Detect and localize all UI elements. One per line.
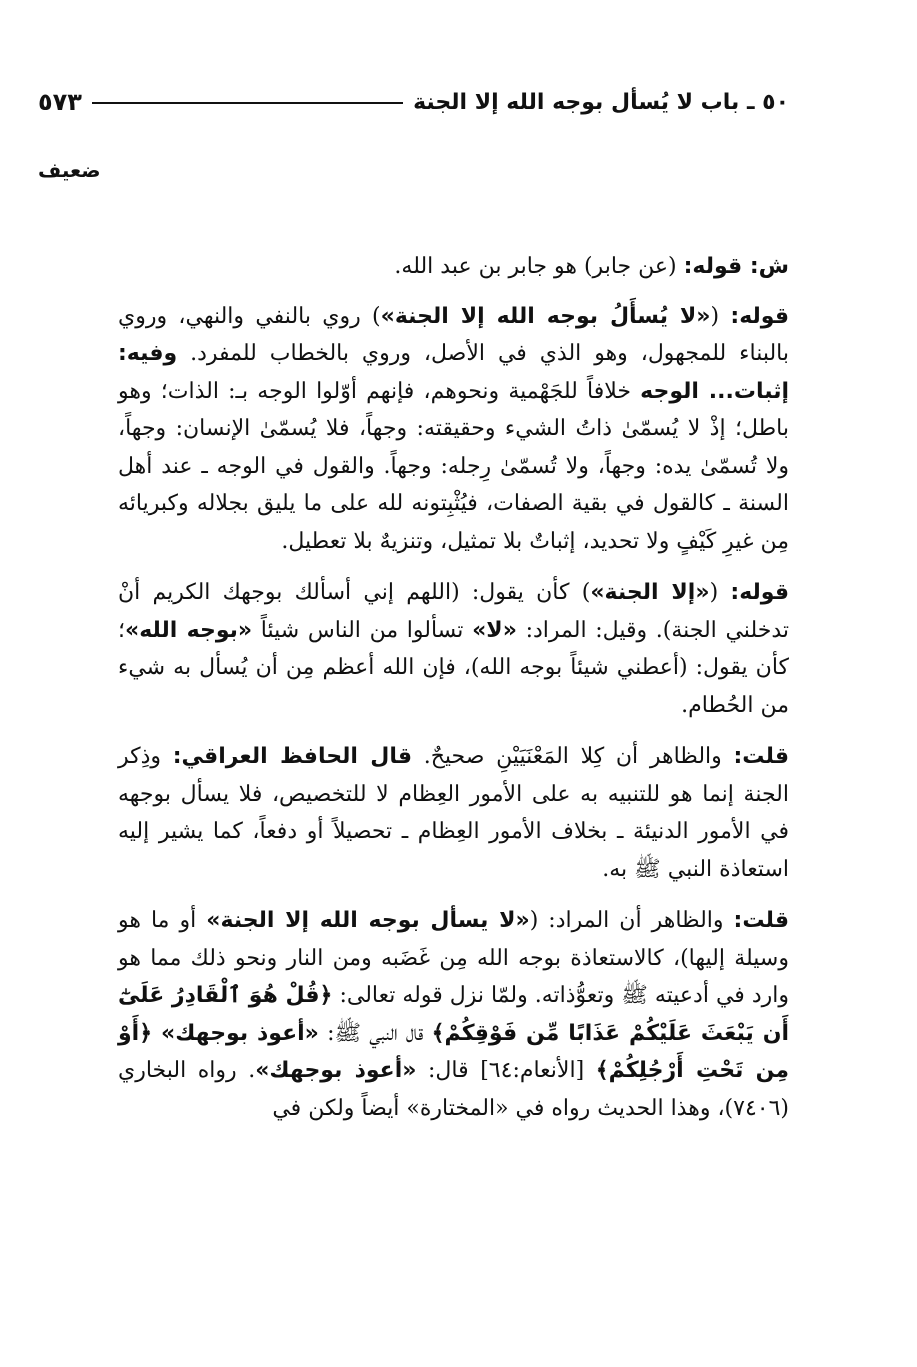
paragraph-lead: قوله: (730, 303, 790, 329)
paragraph-lead: ش: قوله: (683, 254, 789, 279)
quoted-text: ﴿قُلْ هُوَ ٱلْقَادِرُ عَلَىٰٓ أَن يَبْعَثَ عَلَيْكُمْ عَذَابًا مِّن فَوْقِكُمْ﴾ (118, 983, 790, 1046)
paragraph-text: قال النبي ﷺ: (318, 1020, 432, 1046)
paragraph-text: ( (709, 580, 731, 605)
commentary-paragraph (118, 902, 789, 1127)
paragraph-text: ؛ كأن يقول: (أعطني شيئاً بوجه الله)، فإن الله أعظم مِن أن يُسأل به شيء من الحُطام. (118, 617, 789, 718)
paragraph-text: (عن جابر) هو جابر بن عبد الله. (394, 254, 684, 279)
commentary-body (118, 248, 789, 1141)
commentary-paragraph (118, 248, 789, 286)
running-head (38, 86, 789, 118)
paragraph-text: . رواه البخاري (٧٤٠٦)، وهذا الحديث رواه في «المختارة» أيضاً ولكن في (118, 1058, 789, 1121)
page-number: ٥٧٣ (38, 88, 82, 116)
hadith-grade: ضعيف (38, 158, 101, 182)
paragraph-text: ( (710, 303, 731, 329)
paragraph-lead: قلت: (733, 744, 789, 769)
commentary-paragraph (118, 574, 789, 724)
commentary-paragraph (118, 298, 789, 561)
quoted-text: «إلا الجنة» (590, 580, 710, 605)
header-rule (92, 102, 403, 104)
quoted-text: «لا يسأل بوجه الله إلا الجنة» (206, 908, 530, 933)
paragraph-text: ) روي بالنفي والنهي، وروي بالبناء للمجهول، وهو الذي في الأصل، وروي بالخطاب للمفرد. (118, 303, 789, 366)
quoted-text: «أعوذ بوجهك» ﴿أَوْ مِن تَحْتِ أَرْجُلِكُمْ﴾ (118, 1020, 790, 1083)
paragraph-lead: قوله: (730, 580, 789, 605)
commentary-paragraph (118, 738, 789, 888)
quoted-text: وفيه: إثبات... الوجه (118, 341, 789, 404)
paragraph-text: خلافاً للجَهْمية ونحوهم، فإنهم أوّلوا الوجه بـ: الذات؛ وهو باطل؛ إذْ لا يُسمّىٰ ذاتُ الشيء وحقيقته: وجهاً، فلا يُسمّىٰ الإنسان: وجهاً، ولا تُسمّىٰ يده: وجهاً، ولا تُسمّىٰ رِجله: وجهاً. والقول في الوجه ـ عند أهل السنة ـ كالقول في بقية الصفات، فيُثْبِتونه لله على ما يليق بجلاله وكبريائه مِن غيرِ كَيْفٍ ولا تحديد، إثباتٌ بلا تمثيل، وتنزيهٌ بلا تعطيل. (118, 378, 789, 554)
quoted-text: «بوجه الله» (125, 617, 253, 643)
paragraph-text: [الأنعام:٦٤] قال: (416, 1058, 596, 1083)
quoted-text: «لا يُسأَلُ بوجه الله إلا الجنة» (380, 303, 711, 329)
paragraph-text: ) كأن يقول: (اللهم إني أسألك بوجهك الكريم أنْ تدخلني الجنة). وقيل: المراد: (118, 580, 789, 643)
paragraph-text: تسألوا من الناس شيئاً (252, 617, 473, 643)
paragraph-text: وذِكر الجنة إنما هو للتنبيه به على الأمور العِظام لا للتخصيص، فلا يسأل بوجهه في الأمور الدنيئة ـ بخلاف الأمور العِظام ـ تحصيلاً أو دفعاً، كما يشير إليه استعاذة النبي ﷺ به. (118, 744, 789, 882)
quoted-text: قال الحافظ العراقي: (172, 744, 412, 769)
paragraph-text: والظاهر أن المراد: ( (529, 908, 734, 933)
quoted-text: «لا» (472, 617, 517, 643)
chapter-title: ٥٠ ـ باب لا يُسأل بوجه الله إلا الجنة (413, 89, 789, 115)
quoted-text: «أعوذ بوجهك» (255, 1058, 417, 1083)
paragraph-lead: قلت: (733, 908, 790, 933)
paragraph-text: والظاهر أن كِلا المَعْنَيَيْنِ صحيحٌ. (412, 744, 734, 769)
paragraph-text: أو ما هو وسيلة إليها)، كالاستعاذة بوجه الله مِن غَضَبه ومن النار ونحو ذلك مما هو وارد في أدعيته ﷺ وتعوُّذاته. ولمّا نزل قوله تعالى: (118, 908, 789, 1008)
